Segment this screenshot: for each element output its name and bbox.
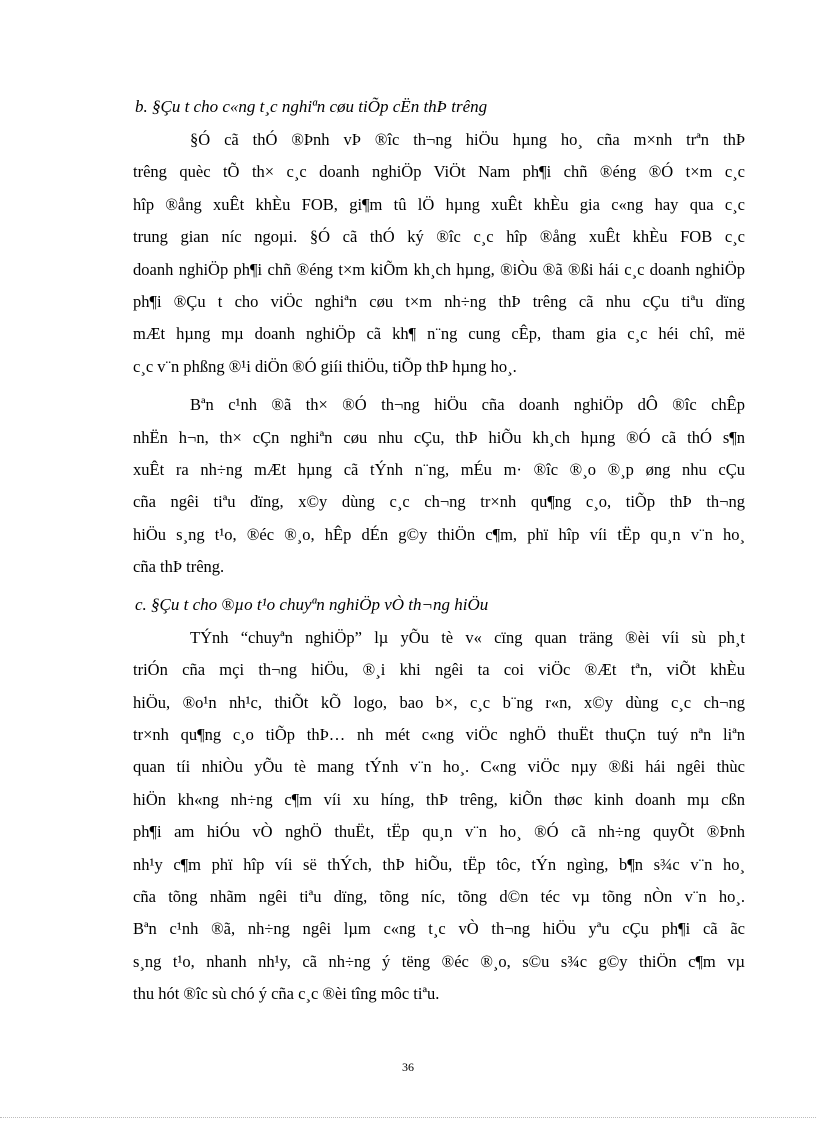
text-line: §Ó cã thÓ ®Þnh vÞ ®îc th¬ng hiÖu hµng ho¸ cña m×nh trªn thÞ (190, 130, 745, 149)
text-line: s¸ng t¹o, nhanh nh¹y, cã nh÷ng ý tëng ®éc ®¸o, s©u s¾c g©y thiÖn c¶m vµ (133, 951, 745, 971)
text-line: hîp ®ång xuÊt khÈu FOB, gi¶m tû lÖ hµng xuÊt khÈu gia c«ng hay qua c¸c (133, 194, 745, 214)
text-line: xuÊt ra nh÷ng mÆt hµng cã tÝnh n¨ng, mÉu m· ®îc ®¸o ®¸p øng nhu cÇu (133, 460, 745, 480)
text-line: triÓn cña mçi th¬ng hiÖu, ®¸i khi ngêi ta coi viÖc ®Æt tªn, viÕt khÈu (133, 660, 745, 680)
section-c-paragraph (133, 622, 745, 1011)
text-line: cña tõng nhãm ngêi tiªu dïng, tõng níc, tõng d©n téc vµ tõng nÒn v¨n ho¸. (133, 886, 745, 906)
text-line: c¸c v¨n phßng ®¹i diÖn ®Ó giíi thiÖu, tiÕp thÞ hµng ho¸. (133, 356, 517, 376)
text-line: ph¶i am hiÓu vÒ nghÖ thuËt, tËp qu¸n v¨n ho¸ ®Ó cã nh÷ng quyÕt ®Þnh (133, 822, 745, 842)
text-line: doanh nghiÖp ph¶i chñ ®éng t×m kiÕm kh¸ch hµng, ®iÒu ®ã ®ßi hái c¸c doanh nghiÖp (133, 259, 745, 279)
body-text (133, 92, 745, 1017)
text-line: hiÖn kh«ng nh÷ng c¶m víi xu híng, thÞ trêng, kiÕn thøc kinh doanh mµ cßn (133, 789, 745, 809)
text-line: hiÖu s¸ng t¹o, ®éc ®¸o, hÊp dÉn g©y thiÖn c¶m, phï hîp víi tËp qu¸n v¨n ho¸ (133, 524, 745, 544)
paragraph-2 (133, 389, 745, 583)
text-line: quan tíi nhiÒu yÕu tè mang tÝnh v¨n ho¸. C«ng viÖc nµy ®ßi hái ngêi thùc (133, 757, 745, 777)
text-line: tr×nh qu¶ng c¸o tiÕp thÞ… nh mét c«ng viÖc nghÖ thuËt thuÇn tuý nªn liªn (133, 724, 745, 744)
page-number: 36 (402, 1060, 414, 1074)
text-line: nhËn h¬n, th× cÇn nghiªn cøu nhu cÇu, thÞ hiÕu kh¸ch hµng ®Ó cã thÓ s¶n (133, 427, 745, 447)
text-line: mÆt hµng mµ doanh nghiÖp cã kh¶ n¨ng cung cÊp, tham gia c¸c héi chî, më (133, 324, 745, 344)
text-line: trêng quèc tÕ th× c¸c doanh nghiÖp ViÖt Nam ph¶i chñ ®éng ®Ó t×m c¸c (133, 162, 745, 182)
text-line: Bªn c¹nh ®ã th× ®Ó th¬ng hiÖu cña doanh nghiÖp dÔ ®îc chÊp (190, 395, 745, 415)
text-line: cña thÞ trêng. (133, 557, 225, 577)
text-line: hiÖu, ®o¹n nh¹c, thiÕt kÕ logo, bao b×, c¸c b¨ng r«n, x©y dùng c¸c ch¬ng (133, 692, 745, 712)
section-c-heading: c. §Çu t cho ®µo t¹o chuyªn nghiÖp vÒ th¬ng hiÖu (135, 594, 489, 614)
page-bottom-divider (0, 1117, 816, 1118)
text-line: nh¹y c¶m phï hîp víi së thÝch, thÞ hiÕu, tËp tôc, tÝn ngìng, b¶n s¾c v¨n ho¸ (133, 854, 745, 874)
text-line: ph¶i ®Çu t cho viÖc nghiªn cøu t×m nh÷ng thÞ trêng cã nhu cÇu tiªu dïng (133, 292, 745, 312)
text-line: cña ngêi tiªu dïng, x©y dùng c¸c ch¬ng tr×nh qu¶ng c¸o, tiÕp thÞ th¬ng (133, 492, 745, 512)
section-b-paragraph (133, 124, 745, 383)
text-line: TÝnh “chuyªn nghiÖp” lµ yÕu tè v« cïng quan träng ®èi víi sù ph¸t (190, 627, 745, 647)
section-b-heading: b. §Çu t cho c«ng t¸c nghiªn cøu tiÕp cËn thÞ trêng (135, 97, 488, 116)
text-line: thu hót ®îc sù chó ý cña c¸c ®èi tîng môc tiªu. (133, 984, 440, 1004)
text-line: Bªn c¹nh ®ã, nh÷ng ngêi lµm c«ng t¸c vÒ th¬ng hiÖu yªu cÇu ph¶i cã ãc (133, 919, 745, 939)
text-line: trung gian níc ngoµi. §Ó cã thÓ ký ®îc c¸c hîp ®ång xuÊt khÈu FOB c¸c (133, 227, 745, 247)
